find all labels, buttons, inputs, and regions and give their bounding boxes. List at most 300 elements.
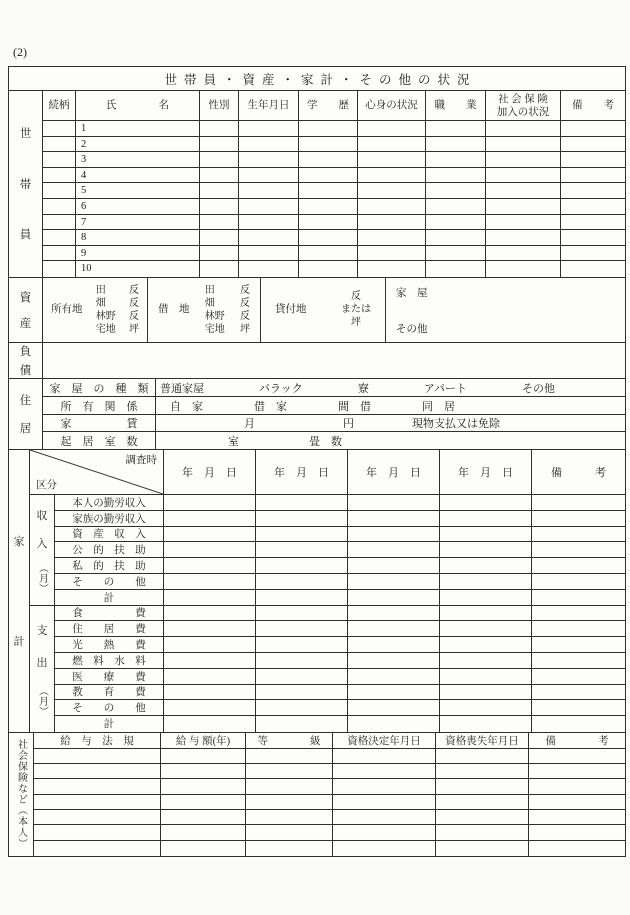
blank-cell — [440, 590, 532, 606]
land-unit: 坪 — [240, 323, 250, 335]
blank-cell — [426, 168, 486, 184]
blank-cell — [164, 590, 256, 606]
blank-cell — [200, 121, 239, 137]
blank-cell — [561, 261, 625, 277]
blank-cell — [200, 137, 239, 153]
blank-cell — [161, 779, 246, 794]
member-number: 2 — [76, 137, 200, 153]
blank-cell — [333, 825, 436, 840]
land-item: 林野 — [204, 310, 225, 322]
label-char: 収 — [36, 509, 48, 522]
income-category: 家族の勤労収入 — [55, 511, 164, 527]
member-number: 6 — [76, 199, 200, 215]
expense-total-label: 計 — [55, 716, 164, 732]
blank-cell — [436, 749, 529, 764]
income-group-label — [30, 495, 55, 606]
rent-month-unit: 月 — [244, 418, 255, 431]
income-category: 公 的 扶 助 — [55, 542, 164, 558]
blank-cell — [532, 716, 625, 732]
blank-cell — [299, 121, 358, 137]
blank-cell — [440, 542, 532, 558]
blank-cell — [164, 700, 256, 716]
blank-cell — [200, 230, 239, 246]
blank-cell — [43, 261, 76, 277]
blank-cell — [436, 764, 529, 779]
assets-section — [9, 277, 625, 342]
members-table-body — [43, 121, 625, 277]
blank-cell — [161, 764, 246, 779]
blank-cell — [43, 215, 76, 231]
header-social-insurance-line2: 加入の状況 — [496, 106, 550, 118]
member-number: 3 — [76, 152, 200, 168]
blank-cell — [200, 199, 239, 215]
blank-cell — [256, 511, 348, 527]
blank-cell — [246, 825, 333, 840]
blank-cell — [239, 137, 299, 153]
blank-cell — [256, 542, 348, 558]
members-table-header — [43, 91, 625, 121]
label-char: 帯 — [19, 178, 32, 191]
blank-cell — [239, 199, 299, 215]
blank-cell — [440, 669, 532, 685]
header-education: 学 歴 — [299, 91, 358, 121]
blank-cell — [333, 779, 436, 794]
blank-cell — [426, 152, 486, 168]
housing-section-label — [9, 379, 43, 449]
blank-cell — [164, 637, 256, 653]
land-unit: 坪 — [129, 323, 139, 335]
blank-cell — [529, 825, 625, 840]
members-section — [9, 90, 625, 277]
blank-cell — [43, 343, 625, 378]
house-other-cell — [386, 278, 625, 342]
blank-cell — [239, 230, 299, 246]
blank-cell — [532, 669, 625, 685]
land-item: 田 — [204, 284, 215, 296]
corner-cell — [30, 450, 164, 495]
blank-cell — [561, 215, 625, 231]
debt-section-label — [9, 343, 43, 378]
blank-cell — [348, 716, 440, 732]
header-note: 備 考 — [561, 91, 625, 121]
house-type-label: 家 屋 の 種 類 — [43, 379, 156, 397]
blank-cell — [532, 574, 625, 590]
member-number: 9 — [76, 246, 200, 262]
date-column-header: 年 月 日 — [164, 450, 256, 495]
header-mind-body-condition: 心身の状況 — [358, 91, 426, 121]
land-item: 畑 — [95, 297, 106, 309]
survey-date-label: 調査時 — [125, 454, 157, 466]
blank-cell — [358, 261, 426, 277]
owned-land-units — [129, 284, 139, 336]
house-type-option: 普通家屋 — [160, 382, 204, 395]
blank-cell — [299, 152, 358, 168]
blank-cell — [164, 527, 256, 543]
blank-cell — [200, 215, 239, 231]
rent-fields — [156, 415, 625, 432]
label-char: 家 — [13, 536, 25, 549]
ownership-option: 借 家 — [254, 400, 287, 413]
blank-cell — [440, 495, 532, 511]
header-relation: 続柄 — [43, 91, 76, 121]
vertical-label: 社会保険など（本人） — [15, 739, 27, 850]
blank-cell — [440, 637, 532, 653]
monthly-paren: （月） — [36, 685, 48, 716]
label-char: 住 — [19, 394, 32, 407]
label-char: 計 — [13, 635, 25, 648]
land-item: 畑 — [204, 297, 215, 309]
blank-cell — [246, 841, 333, 856]
label-char: 負 — [19, 345, 32, 358]
blank-cell — [358, 137, 426, 153]
blank-cell — [529, 810, 625, 825]
blank-cell — [436, 825, 529, 840]
blank-cell — [561, 183, 625, 199]
blank-cell — [239, 261, 299, 277]
blank-cell — [34, 764, 161, 779]
member-number: 5 — [76, 183, 200, 199]
blank-cell — [161, 795, 246, 810]
owned-land-items — [96, 284, 116, 336]
member-number: 8 — [76, 230, 200, 246]
blank-cell — [164, 542, 256, 558]
member-number: 10 — [76, 261, 200, 277]
blank-cell — [43, 230, 76, 246]
blank-cell — [246, 764, 333, 779]
blank-cell — [43, 121, 76, 137]
header-note: 備 考 — [529, 733, 625, 749]
house-type-option: アパート — [423, 382, 467, 395]
blank-cell — [436, 841, 529, 856]
blank-cell — [246, 779, 333, 794]
land-item: 林野 — [95, 310, 116, 322]
blank-cell — [246, 795, 333, 810]
blank-cell — [440, 606, 532, 622]
blank-cell — [299, 215, 358, 231]
land-unit: 反 — [240, 284, 250, 296]
blank-cell — [299, 168, 358, 184]
blank-cell — [161, 810, 246, 825]
blank-cell — [239, 152, 299, 168]
tatami-count-label: 畳 数 — [309, 435, 342, 448]
expense-group-label — [30, 606, 55, 732]
blank-cell — [358, 215, 426, 231]
blank-cell — [161, 841, 246, 856]
land-item: 田 — [95, 284, 106, 296]
blank-cell — [161, 749, 246, 764]
rooms-unit: 室 — [228, 435, 239, 448]
house-type-option: バラック — [259, 382, 303, 395]
header-occupation: 職 業 — [426, 91, 486, 121]
blank-cell — [426, 261, 486, 277]
header-disqualification-date: 資格喪失年月日 — [436, 733, 529, 749]
header-social-insurance-line1: 社 会 保 険 — [498, 93, 548, 105]
blank-cell — [532, 637, 625, 653]
expense-category: 教 育 費 — [55, 685, 164, 701]
income-category: 本人の勤労収入 — [55, 495, 164, 511]
blank-cell — [256, 527, 348, 543]
blank-cell — [440, 527, 532, 543]
blank-cell — [358, 183, 426, 199]
expense-category: 食 費 — [55, 606, 164, 622]
blank-cell — [34, 841, 161, 856]
rent-yen-unit: 円 — [343, 418, 354, 431]
debt-section — [9, 342, 625, 378]
blank-cell — [200, 168, 239, 184]
blank-cell — [256, 606, 348, 622]
blank-cell — [164, 558, 256, 574]
label-char: 居 — [19, 423, 32, 436]
blank-cell — [561, 121, 625, 137]
social-insurance-section — [9, 732, 625, 856]
land-item: 宅地 — [95, 323, 116, 335]
blank-cell — [532, 527, 625, 543]
income-total-label: 計 — [55, 590, 164, 606]
rooms-label: 起 居 室 数 — [43, 432, 156, 449]
label-char: 入 — [36, 537, 48, 550]
land-unit: 反 — [129, 310, 139, 322]
blank-cell — [358, 152, 426, 168]
blank-cell — [440, 700, 532, 716]
blank-cell — [348, 527, 440, 543]
blank-cell — [34, 795, 161, 810]
blank-cell — [348, 558, 440, 574]
blank-cell — [348, 653, 440, 669]
blank-cell — [529, 749, 625, 764]
blank-cell — [486, 215, 561, 231]
lent-land-label: 貸付地 — [275, 304, 307, 316]
land-unit: 反 — [351, 291, 361, 303]
housing-section — [9, 378, 625, 449]
blank-cell — [486, 152, 561, 168]
leased-land-cell — [148, 278, 261, 342]
blank-cell — [43, 137, 76, 153]
label-char: 産 — [19, 318, 32, 331]
owned-land-cell — [43, 278, 148, 342]
budget-table-header — [30, 450, 625, 495]
header-qualification-date: 資格決定年月日 — [333, 733, 436, 749]
label-char: 支 — [36, 624, 48, 637]
blank-cell — [161, 825, 246, 840]
blank-cell — [532, 685, 625, 701]
land-unit: 反 — [129, 297, 139, 309]
land-unit: 反 — [240, 297, 250, 309]
blank-cell — [561, 199, 625, 215]
owned-land-label: 所有地 — [51, 304, 83, 316]
survey-form — [8, 66, 626, 857]
land-unit: 反 — [129, 284, 139, 296]
ownership-options — [156, 397, 625, 414]
lent-land-cell — [261, 278, 386, 342]
category-label: 区分 — [36, 479, 57, 491]
income-category: 私 的 扶 助 — [55, 558, 164, 574]
rent-inkind-note: 現物支払又は免除 — [412, 418, 500, 431]
member-number: 4 — [76, 168, 200, 184]
header-grade: 等 級 — [246, 733, 333, 749]
blank-cell — [532, 542, 625, 558]
date-column-header: 年 月 日 — [256, 450, 348, 495]
blank-cell — [561, 137, 625, 153]
rent-row — [43, 414, 625, 432]
blank-cell — [348, 590, 440, 606]
blank-cell — [348, 637, 440, 653]
blank-cell — [43, 246, 76, 262]
blank-cell — [246, 810, 333, 825]
blank-cell — [486, 121, 561, 137]
blank-cell — [440, 558, 532, 574]
blank-cell — [164, 621, 256, 637]
blank-cell — [348, 511, 440, 527]
assets-section-label — [9, 278, 43, 342]
rent-label: 家 賃 — [43, 415, 156, 432]
date-column-header: 年 月 日 — [440, 450, 532, 495]
blank-cell — [164, 495, 256, 511]
blank-cell — [532, 590, 625, 606]
blank-cell — [164, 653, 256, 669]
blank-cell — [256, 574, 348, 590]
blank-cell — [164, 606, 256, 622]
blank-cell — [561, 246, 625, 262]
leased-land-label: 借 地 — [158, 304, 190, 316]
blank-cell — [436, 779, 529, 794]
ownership-label: 所 有 関 係 — [43, 397, 156, 414]
blank-cell — [34, 779, 161, 794]
house-type-option: 寮 — [357, 382, 369, 395]
header-name: 氏 名 — [76, 91, 200, 121]
blank-cell — [440, 685, 532, 701]
blank-cell — [358, 199, 426, 215]
blank-cell — [436, 795, 529, 810]
blank-cell — [239, 215, 299, 231]
blank-cell — [333, 795, 436, 810]
blank-cell — [333, 810, 436, 825]
blank-cell — [164, 511, 256, 527]
blank-cell — [200, 183, 239, 199]
blank-cell — [486, 137, 561, 153]
blank-cell — [426, 246, 486, 262]
blank-cell — [532, 558, 625, 574]
blank-cell — [239, 168, 299, 184]
land-unit: 反 — [240, 310, 250, 322]
leased-land-units — [240, 284, 250, 336]
header-salary-regulation: 給 与 法 規 — [34, 733, 161, 749]
ownership-option: 間 借 — [338, 400, 371, 413]
blank-cell — [532, 621, 625, 637]
blank-cell — [43, 183, 76, 199]
blank-cell — [532, 511, 625, 527]
blank-cell — [348, 700, 440, 716]
blank-cell — [34, 810, 161, 825]
label-char: 員 — [19, 229, 32, 242]
social-insurance-section-label — [9, 733, 34, 856]
blank-cell — [426, 121, 486, 137]
blank-cell — [358, 168, 426, 184]
blank-cell — [239, 246, 299, 262]
blank-cell — [164, 669, 256, 685]
blank-cell — [440, 511, 532, 527]
blank-cell — [299, 183, 358, 199]
label-char: 出 — [36, 656, 48, 669]
blank-cell — [348, 621, 440, 637]
blank-cell — [486, 230, 561, 246]
ownership-row — [43, 396, 625, 414]
blank-cell — [299, 246, 358, 262]
income-category: 資 産 収 入 — [55, 527, 164, 543]
blank-cell — [426, 137, 486, 153]
budget-table-body — [30, 495, 625, 732]
blank-cell — [246, 749, 333, 764]
blank-cell — [34, 825, 161, 840]
member-number: 7 — [76, 215, 200, 231]
blank-cell — [426, 215, 486, 231]
blank-cell — [426, 230, 486, 246]
social-insurance-header — [34, 733, 625, 749]
blank-cell — [529, 841, 625, 856]
blank-cell — [299, 230, 358, 246]
blank-cell — [239, 121, 299, 137]
blank-cell — [164, 574, 256, 590]
blank-cell — [532, 606, 625, 622]
blank-cell — [200, 246, 239, 262]
blank-cell — [256, 558, 348, 574]
blank-cell — [486, 183, 561, 199]
blank-cell — [333, 764, 436, 779]
blank-cell — [200, 152, 239, 168]
ownership-option: 自 家 — [170, 400, 203, 413]
lent-land-units — [341, 290, 371, 329]
blank-cell — [256, 700, 348, 716]
note-column-header: 備 考 — [532, 450, 625, 495]
blank-cell — [426, 183, 486, 199]
blank-cell — [256, 653, 348, 669]
blank-cell — [43, 168, 76, 184]
header-social-insurance — [486, 91, 561, 121]
blank-cell — [426, 199, 486, 215]
expense-category: 光 熱 費 — [55, 637, 164, 653]
blank-cell — [348, 685, 440, 701]
social-insurance-body — [34, 749, 625, 856]
blank-cell — [256, 590, 348, 606]
expense-category: 住 居 費 — [55, 621, 164, 637]
blank-cell — [486, 199, 561, 215]
blank-cell — [239, 183, 299, 199]
date-column-header: 年 月 日 — [348, 450, 440, 495]
blank-cell — [532, 700, 625, 716]
blank-cell — [532, 495, 625, 511]
blank-cell — [299, 137, 358, 153]
member-number: 1 — [76, 121, 200, 137]
blank-cell — [358, 121, 426, 137]
label-char: 世 — [19, 128, 32, 141]
blank-cell — [256, 637, 348, 653]
monthly-paren: （月） — [36, 562, 48, 593]
house-type-option: その他 — [521, 382, 555, 395]
blank-cell — [348, 574, 440, 590]
leased-land-items — [205, 284, 225, 336]
blank-cell — [440, 653, 532, 669]
blank-cell — [529, 779, 625, 794]
blank-cell — [348, 606, 440, 622]
blank-cell — [440, 621, 532, 637]
blank-cell — [348, 669, 440, 685]
blank-cell — [561, 230, 625, 246]
blank-cell — [486, 261, 561, 277]
other-label: その他 — [396, 323, 428, 335]
expense-category: 燃 料 水 料 — [55, 653, 164, 669]
land-unit: または — [341, 304, 371, 316]
blank-cell — [358, 230, 426, 246]
blank-cell — [348, 542, 440, 558]
